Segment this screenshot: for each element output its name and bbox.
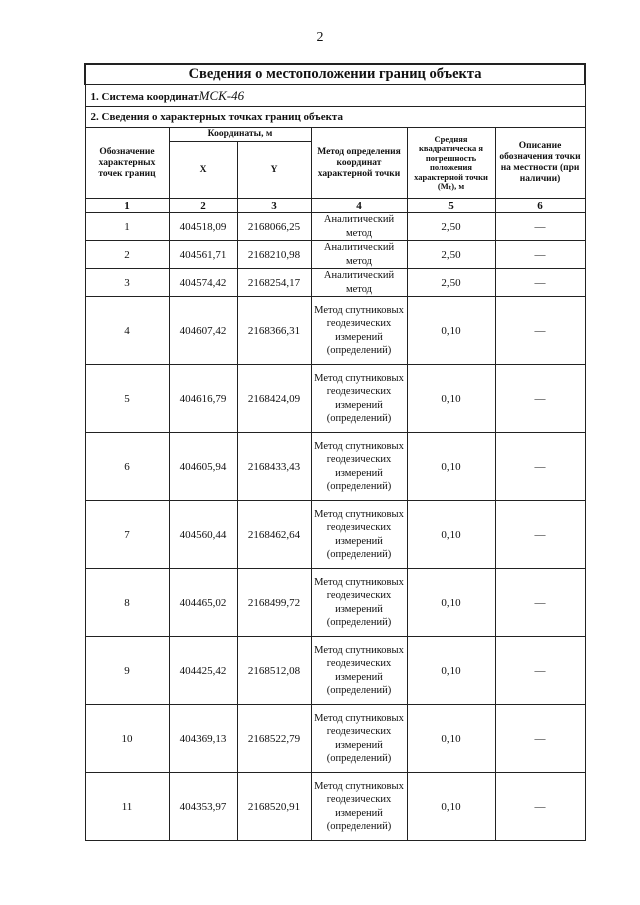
header-point-designation: Обозначение характерных точек границ	[85, 128, 169, 199]
y-coordinate-cell: 2168522,79	[237, 705, 311, 773]
point-number-cell: 10	[85, 705, 169, 773]
y-coordinate-cell: 2168499,72	[237, 569, 311, 637]
table-row	[85, 773, 585, 841]
error-cell: 0,10	[407, 501, 495, 569]
column-number: 6	[495, 199, 585, 213]
y-coordinate-cell: 2168066,25	[237, 213, 311, 241]
point-number-cell: 7	[85, 501, 169, 569]
table-row	[85, 297, 585, 365]
coordinate-system-row	[85, 85, 585, 107]
table-row	[85, 705, 585, 773]
point-number-cell: 4	[85, 297, 169, 365]
table-row	[85, 241, 585, 269]
description-cell: —	[495, 297, 585, 365]
table-title: Сведения о местоположении границ объекта	[85, 64, 585, 85]
x-coordinate-cell: 404574,42	[169, 269, 237, 297]
x-coordinate-cell: 404561,71	[169, 241, 237, 269]
x-coordinate-cell: 404518,09	[169, 213, 237, 241]
table-row	[85, 213, 585, 241]
point-number-cell: 3	[85, 269, 169, 297]
description-cell: —	[495, 637, 585, 705]
coordinate-system-value: МСК-46	[198, 87, 245, 103]
point-number-cell: 6	[85, 433, 169, 501]
header-description: Описание обозначения точки на местности (при наличии)	[495, 128, 585, 199]
method-cell: Аналитический метод	[311, 269, 407, 297]
y-coordinate-cell: 2168366,31	[237, 297, 311, 365]
y-coordinate-cell: 2168424,09	[237, 365, 311, 433]
error-cell: 0,10	[407, 773, 495, 841]
page-number: 2	[316, 30, 324, 45]
method-cell: Метод спутниковых геодезических измерений (определений)	[311, 501, 407, 569]
error-cell: 0,10	[407, 705, 495, 773]
y-coordinate-cell: 2168433,43	[237, 433, 311, 501]
description-cell: —	[495, 433, 585, 501]
section2-title: 2. Сведения о характерных точках границ объекта	[85, 107, 585, 128]
error-cell: 0,10	[407, 297, 495, 365]
column-number: 1	[85, 199, 169, 213]
method-cell: Метод спутниковых геодезических измерений (определений)	[311, 637, 407, 705]
y-coordinate-cell: 2168210,98	[237, 241, 311, 269]
header-method: Метод определения координат характерной точки	[311, 128, 407, 199]
error-cell: 0,10	[407, 433, 495, 501]
point-number-cell: 8	[85, 569, 169, 637]
method-cell: Метод спутниковых геодезических измерений (определений)	[311, 297, 407, 365]
description-cell: —	[495, 241, 585, 269]
x-coordinate-cell: 404616,79	[169, 365, 237, 433]
error-cell: 2,50	[407, 241, 495, 269]
header-y: Y	[237, 142, 311, 199]
error-cell: 0,10	[407, 637, 495, 705]
x-coordinate-cell: 404605,94	[169, 433, 237, 501]
method-cell: Метод спутниковых геодезических измерений (определений)	[311, 705, 407, 773]
y-coordinate-cell: 2168462,64	[237, 501, 311, 569]
error-cell: 0,10	[407, 569, 495, 637]
table-row	[85, 269, 585, 297]
point-number-cell: 5	[85, 365, 169, 433]
coordinate-system-label: 1. Система координат	[90, 90, 199, 103]
x-coordinate-cell: 404560,44	[169, 501, 237, 569]
x-coordinate-cell: 404465,02	[169, 569, 237, 637]
error-cell: 0,10	[407, 365, 495, 433]
x-coordinate-cell: 404607,42	[169, 297, 237, 365]
x-coordinate-cell: 404353,97	[169, 773, 237, 841]
point-number-cell: 1	[85, 213, 169, 241]
description-cell: —	[495, 705, 585, 773]
column-number: 3	[237, 199, 311, 213]
header-coordinates: Координаты, м	[169, 128, 311, 142]
y-coordinate-cell: 2168512,08	[237, 637, 311, 705]
boundary-points-table	[84, 63, 586, 841]
table-row	[85, 433, 585, 501]
header-error: Средняя квадратическа я погрешность положения характерной точки (Mₜ), м	[407, 128, 495, 199]
point-number-cell: 2	[85, 241, 169, 269]
table-row	[85, 569, 585, 637]
column-number: 4	[311, 199, 407, 213]
description-cell: —	[495, 365, 585, 433]
description-cell: —	[495, 501, 585, 569]
method-cell: Метод спутниковых геодезических измерений (определений)	[311, 569, 407, 637]
x-coordinate-cell: 404369,13	[169, 705, 237, 773]
column-number: 5	[407, 199, 495, 213]
error-cell: 2,50	[407, 269, 495, 297]
method-cell: Метод спутниковых геодезических измерений (определений)	[311, 365, 407, 433]
table-row	[85, 501, 585, 569]
point-number-cell: 11	[85, 773, 169, 841]
description-cell: —	[495, 269, 585, 297]
table-row	[85, 365, 585, 433]
description-cell: —	[495, 773, 585, 841]
method-cell: Аналитический метод	[311, 241, 407, 269]
point-number-cell: 9	[85, 637, 169, 705]
y-coordinate-cell: 2168254,17	[237, 269, 311, 297]
column-numbers-row	[85, 199, 585, 213]
method-cell: Аналитический метод	[311, 213, 407, 241]
y-coordinate-cell: 2168520,91	[237, 773, 311, 841]
error-cell: 2,50	[407, 213, 495, 241]
column-number: 2	[169, 199, 237, 213]
table-row	[85, 637, 585, 705]
description-cell: —	[495, 569, 585, 637]
description-cell: —	[495, 213, 585, 241]
header-x: X	[169, 142, 237, 199]
method-cell: Метод спутниковых геодезических измерений (определений)	[311, 773, 407, 841]
x-coordinate-cell: 404425,42	[169, 637, 237, 705]
table-body	[85, 213, 585, 841]
method-cell: Метод спутниковых геодезических измерений (определений)	[311, 433, 407, 501]
document-table-container	[84, 63, 584, 841]
